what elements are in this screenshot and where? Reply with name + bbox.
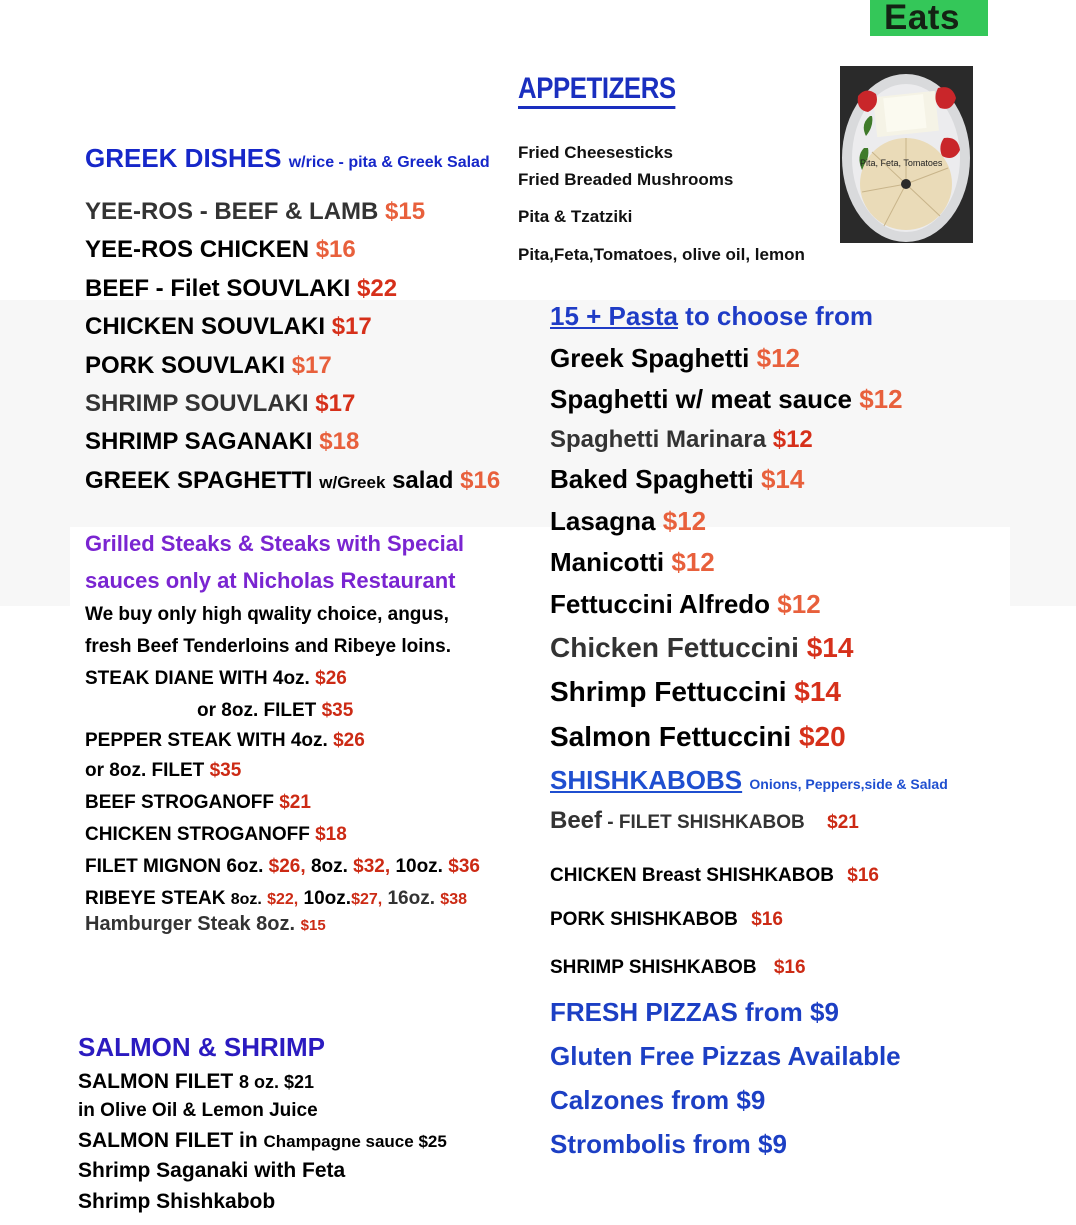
item-price: $12 [662, 506, 707, 536]
pasta-heading [550, 301, 873, 332]
item-name: FILET MIGNON 6oz. [85, 856, 264, 877]
item-name: SHRIMP SAGANAKI [85, 428, 313, 455]
item-name: Baked Spaghetti [550, 464, 754, 494]
item-price: $16 [460, 467, 501, 494]
item-name: RIBEYE STEAK [85, 888, 226, 909]
item-price: $35 [209, 760, 242, 781]
item-size: 10oz. [395, 856, 443, 877]
item-price: $26 [333, 730, 365, 751]
item-price: $12 [777, 589, 821, 619]
greek-item [85, 390, 355, 418]
item-name: Fettuccini Alfredo [550, 589, 778, 619]
pasta-item [550, 632, 853, 664]
pizza-line: Gluten Free Pizzas Available [550, 1041, 901, 1071]
item-price: $20 [798, 721, 846, 752]
pasta-item [550, 506, 706, 537]
item-name: Salmon Fettuccini [550, 721, 792, 752]
steak-item [85, 888, 467, 910]
steaks-title-line2: sauces only at Nicholas Restaurant [85, 568, 456, 593]
item-price: $16 [773, 957, 806, 978]
item-price: $17 [315, 390, 356, 417]
item-name: - FILET SHISHKABOB [602, 812, 805, 833]
greek-subtitle: w/rice - pita & Greek Salad [288, 154, 490, 171]
item-price: $26, [268, 856, 306, 877]
item-name: YEE-ROS CHICKEN [85, 236, 316, 263]
item-price: $27, [351, 891, 383, 908]
salmon-item [78, 1129, 447, 1153]
item-name: SALMON FILET [78, 1070, 234, 1093]
item-name: PORK SHISHKABOB [550, 909, 738, 930]
salmon-item [78, 1070, 314, 1094]
steak-item [85, 913, 326, 936]
shish-item [550, 909, 783, 931]
item-price: Champagne sauce $25 [263, 1132, 447, 1151]
greek-item [85, 236, 356, 264]
item-size: 10oz. [303, 888, 352, 909]
steaks-title-line1: Grilled Steaks & Steaks with Special [85, 531, 465, 556]
item-name: Spaghetti Marinara [550, 426, 767, 453]
item-name: Lasagna [550, 506, 656, 536]
item-name: SHRIMP SHISHKABOB [550, 957, 757, 978]
item-size: 16oz. [387, 888, 436, 909]
item-name: CHICKEN Breast SHISHKABOB [550, 865, 834, 886]
item-price: $32, [353, 856, 391, 877]
greek-dishes-title [85, 143, 490, 174]
item-price: $22, [267, 891, 299, 908]
item-price: 8 oz. $21 [239, 1072, 315, 1092]
item-price: $36 [448, 856, 480, 877]
greek-item [85, 467, 500, 495]
shish-item [550, 807, 859, 835]
steak-item-alt [197, 700, 353, 722]
item-price: $12 [671, 547, 715, 577]
greek-item [85, 428, 359, 456]
pasta-item [550, 464, 804, 495]
item-price: $21 [279, 792, 311, 813]
appetizer-item: Fried Breaded Mushrooms [518, 170, 734, 189]
item-price: $12 [756, 343, 801, 373]
item-name: Spaghetti w/ meat sauce [550, 384, 852, 414]
salmon-item: Shrimp Shishkabob [78, 1190, 276, 1213]
appetizer-item: Fried Cheesesticks [518, 143, 673, 162]
item-name: PORK SOUVLAKI [85, 352, 286, 379]
shishkabobs-heading [550, 765, 948, 796]
item-name: or 8oz. FILET [85, 760, 205, 781]
item-name: YEE-ROS - BEEF & LAMB [85, 198, 379, 225]
greek-title-text: GREEK DISHES [85, 143, 282, 173]
item-name: Hamburger Steak 8oz. [85, 913, 296, 935]
item-name: Manicotti [550, 547, 665, 577]
pasta-item [550, 721, 846, 753]
steak-item [85, 730, 365, 752]
item-price: $16 [751, 909, 783, 930]
item-price: $14 [794, 676, 841, 707]
shish-item [550, 957, 806, 979]
item-price: $22 [357, 275, 398, 302]
item-price: $35 [321, 700, 354, 721]
item-name: BEEF STROGANOFF [85, 792, 274, 813]
pizza-line: Calzones from $9 [550, 1085, 766, 1115]
item-price: $17 [331, 313, 372, 340]
appetizer-item: Pita,Feta,Tomatoes, olive oil, lemon [518, 245, 805, 264]
pizza-line: FRESH PIZZAS from $9 [550, 997, 839, 1027]
steak-item [85, 824, 347, 846]
item-price: $16 [315, 236, 356, 263]
shishkabobs-link[interactable]: SHISHKABOBS [550, 765, 743, 795]
salmon-item-note: in Olive Oil & Lemon Juice [78, 1100, 318, 1121]
steak-item [85, 668, 347, 690]
item-price: $26 [315, 668, 347, 689]
item-lead: Beef [550, 807, 603, 834]
item-note: w/Greek [319, 473, 386, 492]
item-price: $15 [300, 917, 326, 934]
salmon-shrimp-title: SALMON & SHRIMP [78, 1032, 325, 1062]
item-price: $14 [760, 464, 805, 494]
pasta-item [550, 547, 715, 578]
item-name: GREEK SPAGHETTI [85, 467, 313, 494]
eats-logo[interactable] [870, 0, 988, 36]
shishkabobs-subtitle: Onions, Peppers,side & Salad [749, 776, 948, 792]
item-name: Greek Spaghetti [550, 343, 750, 373]
steaks-description-line1: We buy only high qwality choice, angus, [85, 604, 449, 625]
salmon-item: Shrimp Saganaki with Feta [78, 1159, 346, 1182]
item-price: $21 [827, 812, 859, 833]
steak-item [85, 792, 311, 814]
pasta-item [550, 343, 800, 374]
item-price: $15 [385, 198, 426, 225]
steak-item [85, 856, 480, 878]
appetizer-item: Pita & Tzatziki [518, 207, 633, 226]
item-price: $12 [859, 384, 903, 414]
greek-item [85, 275, 397, 303]
greek-item [85, 313, 372, 341]
pasta-link[interactable]: 15 + Pasta [550, 301, 678, 331]
pasta-item [550, 384, 903, 415]
greek-item [85, 352, 332, 380]
item-name: Shrimp Fettuccini [550, 676, 787, 707]
shish-item [550, 865, 879, 887]
item-name: STEAK DIANE WITH 4oz. [85, 668, 310, 689]
item-name: BEEF - Filet SOUVLAKI [85, 275, 351, 302]
item-price: $18 [315, 824, 347, 845]
item-name-tail: salad [392, 467, 454, 494]
appetizers-title: APPETIZERS [518, 72, 676, 109]
item-price: $17 [291, 352, 332, 379]
pasta-item [550, 676, 841, 708]
item-name: PEPPER STEAK WITH 4oz. [85, 730, 328, 751]
pasta-item [550, 589, 821, 620]
item-name: CHICKEN SOUVLAKI [85, 313, 326, 340]
item-name: or 8oz. FILET [197, 700, 317, 721]
steak-item-alt [85, 760, 241, 782]
pizza-line: Strombolis from $9 [550, 1129, 787, 1159]
item-name: CHICKEN STROGANOFF [85, 824, 310, 845]
greek-item [85, 198, 425, 226]
steaks-description-line2: fresh Beef Tenderloins and Ribeye loins. [85, 636, 452, 657]
item-name: SALMON FILET in [78, 1129, 258, 1152]
item-size: 8oz. [230, 891, 262, 908]
item-price: $14 [806, 632, 854, 663]
photo-caption: Pita, Feta, Tomatoes [860, 158, 943, 168]
item-name: Chicken Fettuccini [550, 632, 799, 663]
item-name: SHRIMP SOUVLAKI [85, 390, 309, 417]
item-price: $18 [319, 428, 360, 455]
item-size: 8oz. [310, 856, 348, 877]
pasta-heading-rest: to choose from [685, 301, 873, 331]
pita-feta-plate-image [840, 66, 973, 243]
item-price: $38 [440, 891, 467, 908]
item-price: $12 [772, 426, 813, 453]
pasta-item [550, 426, 813, 454]
item-price: $16 [847, 865, 879, 886]
appetizer-photo [840, 66, 973, 243]
eats-logo-text: Eats [884, 0, 960, 37]
